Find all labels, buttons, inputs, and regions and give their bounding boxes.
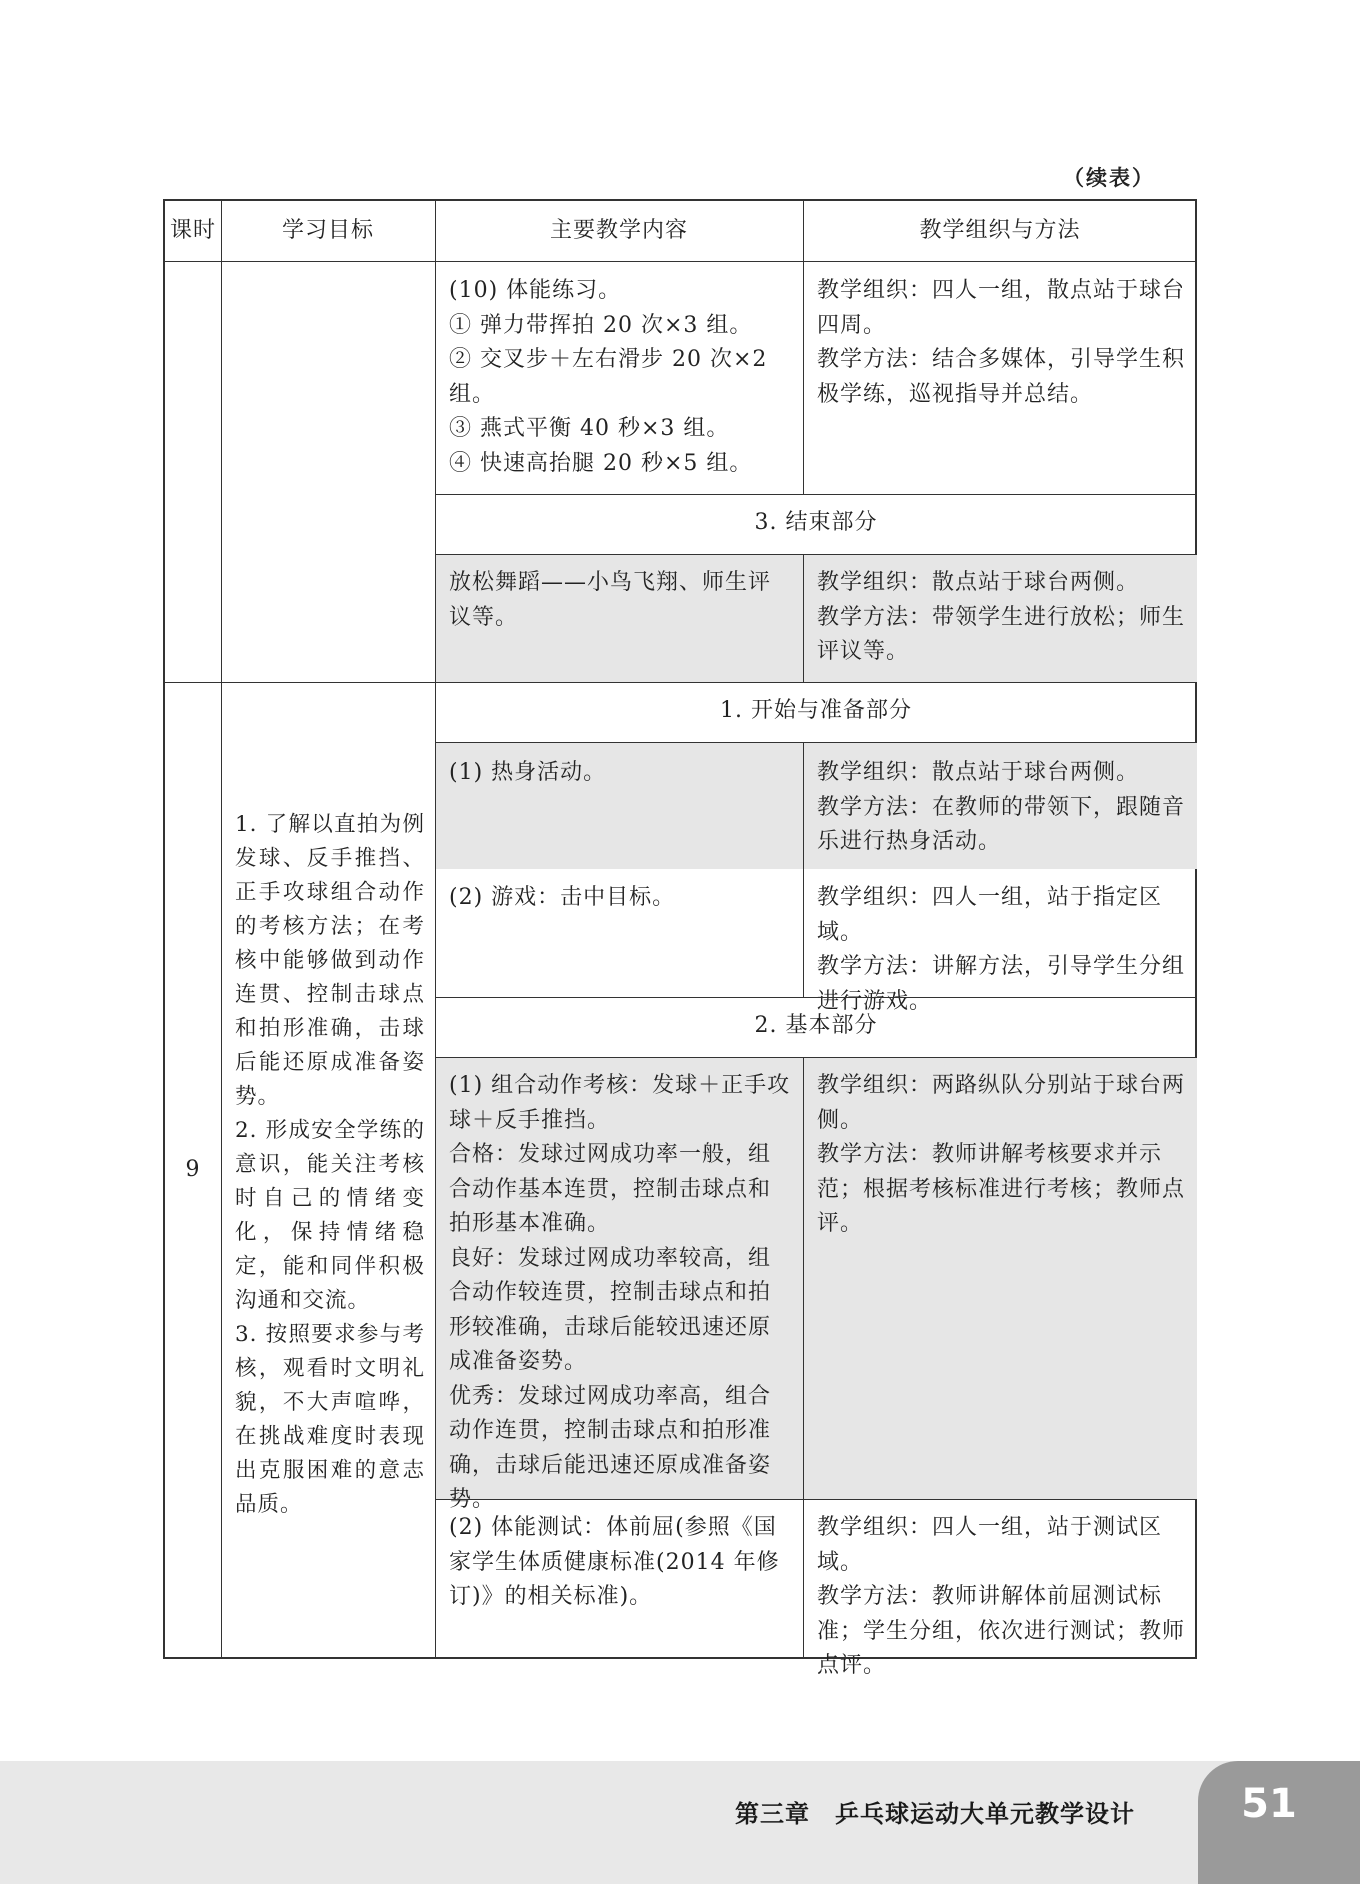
grid-line [435,742,1197,743]
fitness-method-line: 教学方法：结合多媒体，引导学生积极学练，巡视指导并总结。 [817,347,1186,407]
header-method: 教学组织与方法 [919,218,1081,243]
fitness-content-line: ① 弹力带挥拍 20 次×3 组。 [449,312,753,338]
fitness-content-line: ④ 快速高抬腿 20 秒×5 组。 [449,450,753,476]
end-section-title: 3. 结束部分 [754,510,878,535]
combo-content-cell [435,1057,803,1512]
test-method-line: 教学方法：教师讲解体前屈测试标准；学生分组，依次进行测试；教师点评。 [817,1584,1186,1678]
basic-section-title: 2. 基本部分 [754,1013,878,1038]
test-method-line: 教学组织：四人一组，站于测试区域。 [817,1515,1163,1575]
continued-label: （续表） [1063,166,1155,190]
fitness-method-line: 教学组织：四人一组，散点站于球台四周。 [817,278,1186,338]
warmup-method-cell [803,742,1197,869]
start-section-title: 1. 开始与准备部分 [720,698,912,723]
relax-method-line: 教学组织：散点站于球台两侧。 [817,570,1140,595]
relax-method-line: 教学方法：带领学生进行放松；师生评议等。 [817,604,1186,664]
grid-line [803,554,804,682]
test-content: (2) 体能测试：体前屈(参照《国家学生体质健康标准(2014 年修订)》的相关标准)。 [449,1515,780,1609]
game-content-cell [435,869,803,997]
grid-line [435,201,436,1659]
combo-content-line: 良好：发球过网成功率较高，组合动作较连贯，控制击球点和拍形较准确，击球后能较迅速还原成准备姿势。 [449,1245,772,1374]
page-number-tab [1198,1761,1360,1884]
header-content: 主要教学内容 [549,218,688,243]
game-method-line: 教学组织：四人一组，站于指定区域。 [817,885,1163,945]
learning-goal: 3. 按照要求参与考核，观看时文明礼貌，不大声喧哗，在挑战难度时表现出克服困难的意志品质。 [235,1322,425,1517]
warmup-method-line: 教学方法：在教师的带领下，跟随音乐进行热身活动。 [817,794,1186,854]
grid-line [435,1499,1197,1500]
fitness-content-cell [435,261,803,494]
fitness-method-cell [803,261,1197,494]
lesson-table [163,199,1197,1678]
test-content-cell [435,1499,803,1659]
combo-method-cell [803,1057,1197,1499]
warmup-content: (1) 热身活动。 [449,760,607,785]
combo-content-line: 优秀：发球过网成功率高，组合动作连贯，控制击球点和拍形准确，击球后能迅速还原成准备姿势。 [449,1383,772,1512]
fitness-content-line: ② 交叉步＋左右滑步 20 次×2 组。 [449,347,768,407]
combo-method-line: 教学方法：教师讲解考核要求并示范；根据考核标准进行考核；教师点评。 [817,1142,1186,1236]
grid-line [803,1057,804,1659]
header-period: 课时 [169,218,216,243]
page-footer [0,1761,1360,1884]
learning-goal: 2. 形成安全学练的意识，能关注考核时自己的情绪变化，保持情绪稳定，能和同伴积极沟通和交流。 [235,1118,425,1313]
grid-line [221,201,222,1659]
grid-line [435,1057,1197,1058]
game-method-cell [803,869,1197,1014]
header-goals: 学习目标 [281,218,374,243]
grid-line [435,997,1197,998]
game-content: (2) 游戏：击中目标。 [449,885,676,910]
fitness-content-line: (10) 体能练习。 [449,278,622,303]
combo-content-line: (1) 组合动作考核：发球＋正手攻球＋反手推挡。 [449,1073,791,1133]
warmup-content-cell [435,742,803,869]
page-number: 51 [1241,1781,1297,1827]
grid-line [165,261,1197,262]
warmup-method-line: 教学组织：散点站于球台两侧。 [817,760,1140,785]
combo-method-line: 教学组织：两路纵队分别站于球台两侧。 [817,1073,1186,1133]
fitness-content-line: ③ 燕式平衡 40 秒×3 组。 [449,416,730,441]
grid-line [165,682,1197,683]
test-method-cell [803,1499,1197,1678]
period-number: 9 [185,1157,201,1183]
learning-goal: 1. 了解以直拍为例发球、反手推挡、正手攻球组合动作的考核方法；在考核中能够做到动作连贯、控制击球点和拍形准确，击球后能还原成准备姿势。 [235,812,425,1109]
grid-line [435,554,1197,555]
relax-content-cell [435,554,803,682]
grid-line [803,201,804,494]
chapter-title: 第三章 乒乓球运动大单元教学设计 [735,1800,1135,1828]
learning-goals-cell [221,682,435,1659]
combo-content-line: 合格：发球过网成功率一般，组合动作基本连贯，控制击球点和拍形基本准确。 [449,1142,772,1236]
relax-method-cell [803,554,1197,682]
grid-line [803,742,804,997]
grid-line [435,494,1197,495]
game-method-line: 教学方法：讲解方法，引导学生分组进行游戏。 [817,954,1186,1014]
relax-content: 放松舞蹈——小鸟飞翔、师生评议等。 [449,570,772,630]
